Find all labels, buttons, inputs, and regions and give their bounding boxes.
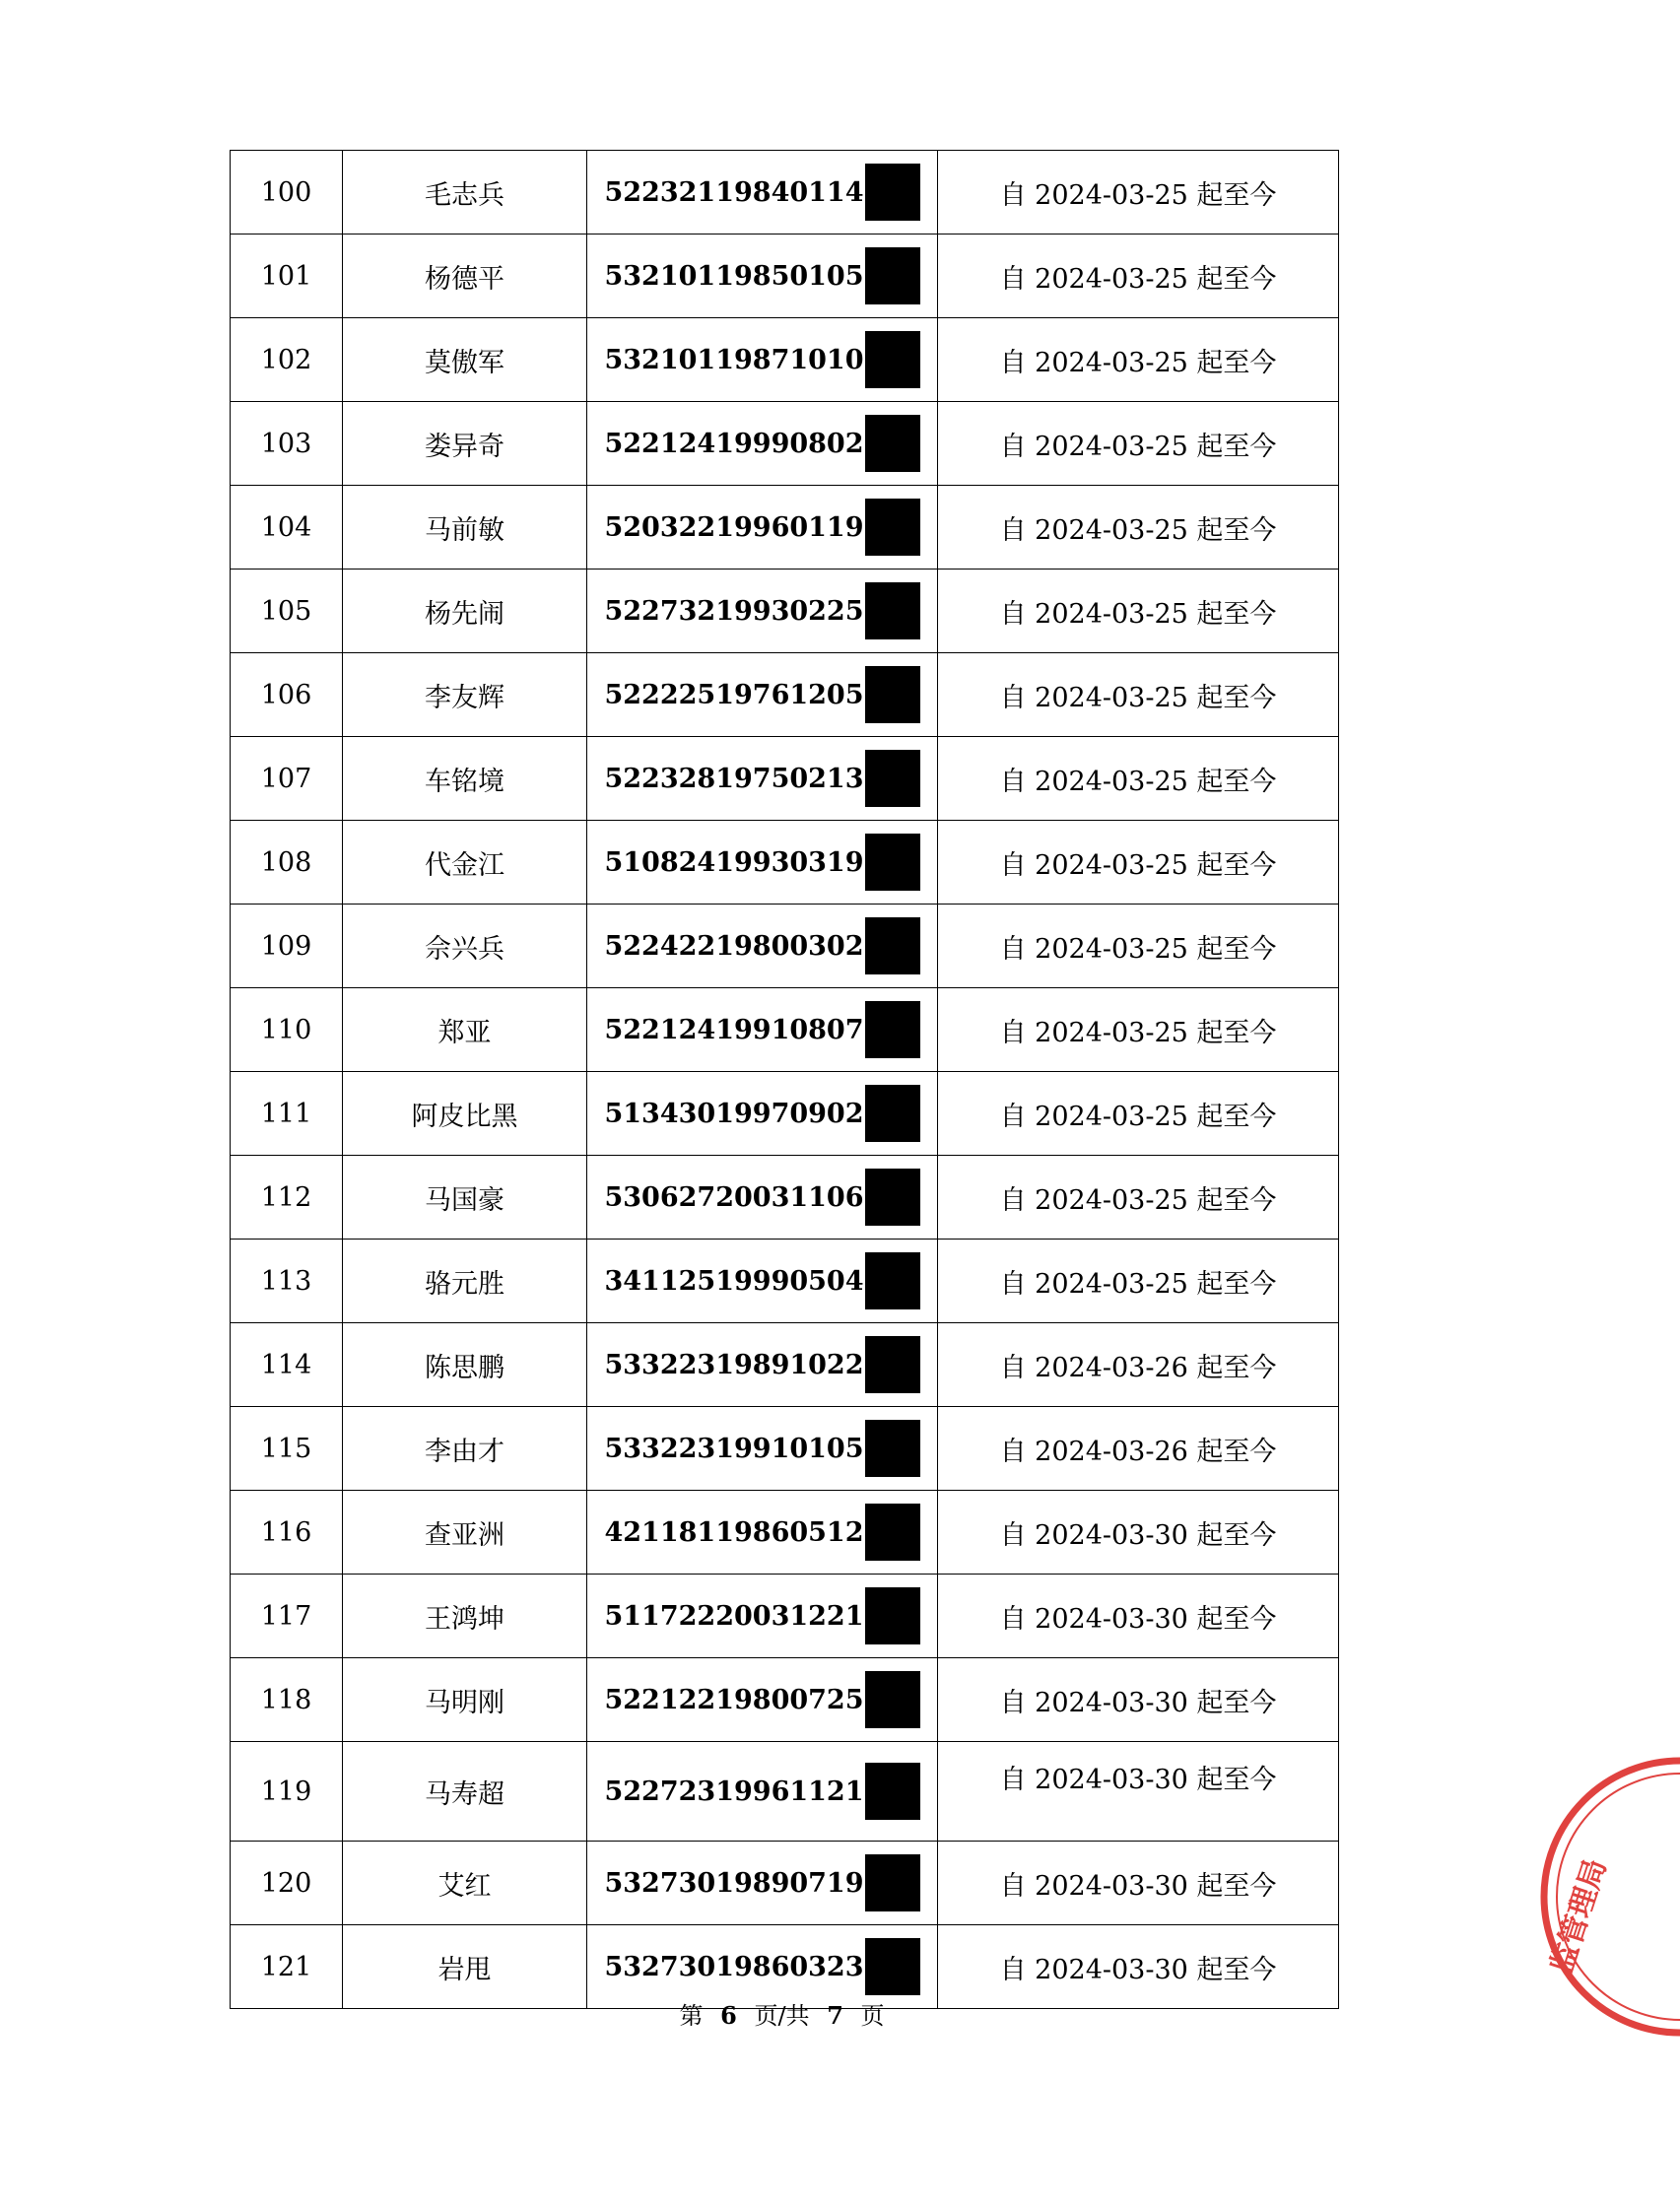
table-row xyxy=(231,1407,1339,1491)
person-name: 代金江 xyxy=(343,821,587,905)
table-row xyxy=(231,1491,1339,1575)
official-seal xyxy=(1512,1754,1680,2040)
person-name: 岩甩 xyxy=(343,1925,587,2009)
id-number-cell xyxy=(587,1658,938,1742)
row-number: 117 xyxy=(231,1575,343,1658)
id-number: 52232819750213 xyxy=(604,763,864,794)
table-row xyxy=(231,486,1339,570)
row-number: 101 xyxy=(231,235,343,318)
id-number-cell xyxy=(587,570,938,653)
row-number: 113 xyxy=(231,1240,343,1323)
redaction-block xyxy=(865,666,920,723)
row-number: 108 xyxy=(231,821,343,905)
id-number: 52212419990802 xyxy=(604,428,864,459)
row-number: 121 xyxy=(231,1925,343,2009)
table-row xyxy=(231,1742,1339,1842)
person-name: 李由才 xyxy=(343,1407,587,1491)
table-row xyxy=(231,1156,1339,1240)
table-row xyxy=(231,905,1339,988)
id-number: 52232119840114 xyxy=(604,176,864,208)
person-name: 娄异奇 xyxy=(343,402,587,486)
redaction-block xyxy=(865,1587,920,1644)
redaction-block xyxy=(865,1671,920,1728)
seal-text: 监管理局 xyxy=(1544,1854,1614,1978)
id-number: 52273219930225 xyxy=(604,595,864,627)
id-number: 53322319891022 xyxy=(604,1349,864,1380)
id-number: 51172220031221 xyxy=(604,1600,864,1632)
current-page-number: 6 xyxy=(720,2001,737,2030)
person-name: 车铭境 xyxy=(343,737,587,821)
id-number-cell xyxy=(587,737,938,821)
effective-date: 自 2024-03-25 起至今 xyxy=(938,1240,1339,1323)
footer-suffix: 页 xyxy=(860,2002,885,2030)
personnel-table xyxy=(230,150,1339,2009)
id-number: 51082419930319 xyxy=(604,846,864,878)
id-number: 53273019890719 xyxy=(604,1867,864,1899)
person-name: 马前敏 xyxy=(343,486,587,570)
redaction-block xyxy=(865,415,920,472)
id-number: 42118119860512 xyxy=(604,1516,864,1548)
redaction-block xyxy=(865,1252,920,1309)
id-number: 53062720031106 xyxy=(604,1181,864,1213)
person-name: 查亚洲 xyxy=(343,1491,587,1575)
row-number: 102 xyxy=(231,318,343,402)
redaction-block xyxy=(865,750,920,807)
row-number: 100 xyxy=(231,151,343,235)
id-number: 51343019970902 xyxy=(604,1098,864,1129)
table-row xyxy=(231,737,1339,821)
effective-date: 自 2024-03-25 起至今 xyxy=(938,988,1339,1072)
id-number-cell xyxy=(587,1407,938,1491)
id-number: 52242219800302 xyxy=(604,930,864,962)
row-number: 107 xyxy=(231,737,343,821)
person-name: 王鸿坤 xyxy=(343,1575,587,1658)
redaction-block xyxy=(865,834,920,891)
row-number: 120 xyxy=(231,1842,343,1925)
redaction-block xyxy=(865,164,920,221)
id-number-cell xyxy=(587,821,938,905)
id-number-cell xyxy=(587,1575,938,1658)
effective-date: 自 2024-03-30 起至今 xyxy=(938,1742,1339,1842)
effective-date: 自 2024-03-30 起至今 xyxy=(938,1842,1339,1925)
effective-date: 自 2024-03-30 起至今 xyxy=(938,1658,1339,1742)
person-name: 艾红 xyxy=(343,1842,587,1925)
person-name: 莫傲军 xyxy=(343,318,587,402)
effective-date: 自 2024-03-26 起至今 xyxy=(938,1323,1339,1407)
redaction-block xyxy=(865,582,920,639)
id-number-cell xyxy=(587,905,938,988)
effective-date: 自 2024-03-25 起至今 xyxy=(938,151,1339,235)
redaction-block xyxy=(865,1938,920,1995)
effective-date: 自 2024-03-30 起至今 xyxy=(938,1575,1339,1658)
person-name: 马国豪 xyxy=(343,1156,587,1240)
id-number: 53322319910105 xyxy=(604,1433,864,1464)
table-row xyxy=(231,402,1339,486)
row-number: 116 xyxy=(231,1491,343,1575)
person-name: 马明刚 xyxy=(343,1658,587,1742)
row-number: 105 xyxy=(231,570,343,653)
redaction-block xyxy=(865,499,920,556)
person-name: 骆元胜 xyxy=(343,1240,587,1323)
row-number: 104 xyxy=(231,486,343,570)
row-number: 115 xyxy=(231,1407,343,1491)
person-name: 毛志兵 xyxy=(343,151,587,235)
person-name: 杨德平 xyxy=(343,235,587,318)
page-footer xyxy=(0,1996,1564,2031)
table-row xyxy=(231,235,1339,318)
redaction-block xyxy=(865,917,920,974)
person-name: 阿皮比黑 xyxy=(343,1072,587,1156)
row-number: 112 xyxy=(231,1156,343,1240)
id-number: 53210119850105 xyxy=(604,260,864,292)
redaction-block xyxy=(865,1763,920,1820)
effective-date: 自 2024-03-30 起至今 xyxy=(938,1925,1339,2009)
row-number: 114 xyxy=(231,1323,343,1407)
effective-date: 自 2024-03-25 起至今 xyxy=(938,486,1339,570)
id-number-cell xyxy=(587,1491,938,1575)
redaction-block xyxy=(865,1854,920,1911)
id-number-cell xyxy=(587,1323,938,1407)
row-number: 109 xyxy=(231,905,343,988)
table-row xyxy=(231,1658,1339,1742)
id-number-cell xyxy=(587,151,938,235)
row-number: 119 xyxy=(231,1742,343,1842)
footer-prefix: 第 xyxy=(679,2002,704,2030)
id-number-cell xyxy=(587,235,938,318)
row-number: 111 xyxy=(231,1072,343,1156)
id-number: 52032219960119 xyxy=(604,511,864,543)
table-row xyxy=(231,1575,1339,1658)
footer-middle: 页/共 xyxy=(754,2002,810,2030)
table-row xyxy=(231,1842,1339,1925)
table-row xyxy=(231,1240,1339,1323)
effective-date: 自 2024-03-26 起至今 xyxy=(938,1407,1339,1491)
id-number-cell xyxy=(587,1156,938,1240)
id-number-cell xyxy=(587,1072,938,1156)
effective-date: 自 2024-03-25 起至今 xyxy=(938,318,1339,402)
table-row xyxy=(231,988,1339,1072)
effective-date: 自 2024-03-25 起至今 xyxy=(938,570,1339,653)
row-number: 103 xyxy=(231,402,343,486)
id-number: 52212219800725 xyxy=(604,1684,864,1715)
table-body xyxy=(231,151,1339,2009)
person-name: 佘兴兵 xyxy=(343,905,587,988)
person-name: 李友辉 xyxy=(343,653,587,737)
id-number-cell xyxy=(587,1742,938,1842)
id-number-cell xyxy=(587,318,938,402)
effective-date: 自 2024-03-25 起至今 xyxy=(938,1156,1339,1240)
id-number-cell xyxy=(587,1842,938,1925)
id-number-cell xyxy=(587,402,938,486)
table-row xyxy=(231,1072,1339,1156)
seal-ring xyxy=(1544,1761,1680,2033)
id-number-cell xyxy=(587,988,938,1072)
effective-date: 自 2024-03-25 起至今 xyxy=(938,402,1339,486)
id-number: 52222519761205 xyxy=(604,679,864,710)
effective-date: 自 2024-03-25 起至今 xyxy=(938,737,1339,821)
redaction-block xyxy=(865,1504,920,1561)
id-number: 34112519990504 xyxy=(604,1265,864,1297)
effective-date: 自 2024-03-25 起至今 xyxy=(938,1072,1339,1156)
redaction-block xyxy=(865,1336,920,1393)
row-number: 118 xyxy=(231,1658,343,1742)
person-name: 郑亚 xyxy=(343,988,587,1072)
effective-date: 自 2024-03-30 起至今 xyxy=(938,1491,1339,1575)
row-number: 110 xyxy=(231,988,343,1072)
table-row xyxy=(231,570,1339,653)
redaction-block xyxy=(865,1420,920,1477)
effective-date: 自 2024-03-25 起至今 xyxy=(938,653,1339,737)
id-number: 53273019860323 xyxy=(604,1951,864,1982)
redaction-block xyxy=(865,247,920,304)
person-name: 杨先闹 xyxy=(343,570,587,653)
table-row xyxy=(231,821,1339,905)
redaction-block xyxy=(865,1001,920,1058)
row-number: 106 xyxy=(231,653,343,737)
table-row xyxy=(231,653,1339,737)
id-number: 52212419910807 xyxy=(604,1014,864,1045)
id-number-cell xyxy=(587,653,938,737)
person-name: 马寿超 xyxy=(343,1742,587,1842)
table-row xyxy=(231,1323,1339,1407)
redaction-block xyxy=(865,1169,920,1226)
effective-date: 自 2024-03-25 起至今 xyxy=(938,235,1339,318)
effective-date: 自 2024-03-25 起至今 xyxy=(938,821,1339,905)
effective-date: 自 2024-03-25 起至今 xyxy=(938,905,1339,988)
id-number: 52272319961121 xyxy=(604,1776,864,1807)
table-row xyxy=(231,151,1339,235)
person-name: 陈思鹏 xyxy=(343,1323,587,1407)
id-number-cell xyxy=(587,1240,938,1323)
total-page-number: 7 xyxy=(827,2001,843,2030)
table-row xyxy=(231,318,1339,402)
redaction-block xyxy=(865,1085,920,1142)
id-number-cell xyxy=(587,486,938,570)
id-number: 53210119871010 xyxy=(604,344,864,375)
redaction-block xyxy=(865,331,920,388)
